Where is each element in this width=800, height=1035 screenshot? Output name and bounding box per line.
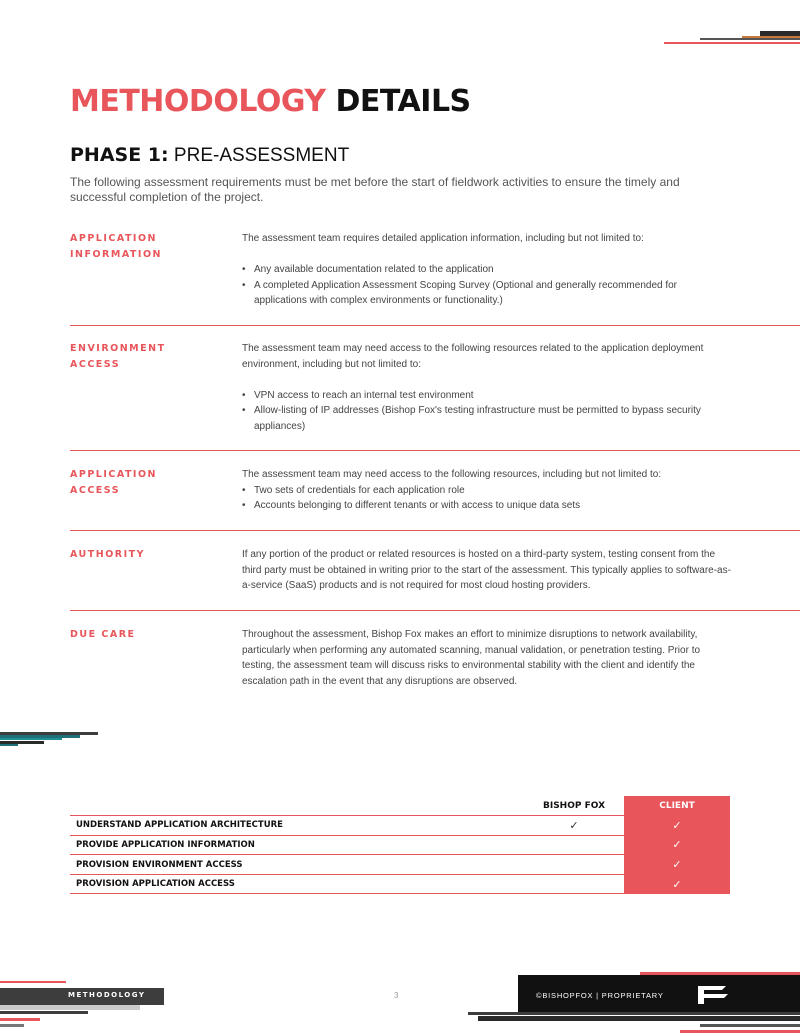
table-row [70, 835, 730, 855]
bishop-fox-check-cell: ✓ [524, 816, 624, 836]
decorative-line [0, 1018, 40, 1021]
section-label-line: APPLICATION [70, 469, 157, 480]
section-text: The assessment team may need access to the following resources, including but not limited to: [242, 469, 662, 480]
table-header-task [70, 796, 524, 816]
decorative-line [0, 981, 66, 983]
intro-paragraph: The following assessment requirements must be met before the start of fieldwork activities to ensure the timely and successful completion of the project. [70, 175, 680, 204]
section-label [70, 231, 220, 263]
task-cell: PROVISION ENVIRONMENT ACCESS [70, 855, 524, 875]
task-cell: PROVIDE APPLICATION INFORMATION [70, 835, 524, 855]
footer-section-label [0, 988, 164, 1005]
section-label [70, 547, 220, 563]
table-row [70, 874, 730, 894]
section-body [242, 547, 732, 594]
bishop-fox-check-cell [524, 855, 624, 875]
task-cell: UNDERSTAND APPLICATION ARCHITECTURE [70, 816, 524, 836]
table-header-client: CLIENT [624, 796, 730, 816]
section-label [70, 627, 220, 643]
decorative-line [478, 1016, 800, 1021]
client-check-cell: ✓ [624, 855, 730, 875]
section-body [242, 231, 732, 309]
copyright-text: ©BISHOPFOX | PROPRIETARY [536, 991, 664, 1000]
bullet-item: • A completed Application Assessment Scoping Survey (Optional and generally recommended for applications with complex environments or functionality.) [242, 278, 732, 309]
section-text: The assessment team may need access to the following resources related to the application deployment environment, including but not limited to: [242, 343, 704, 370]
task-cell: PROVISION APPLICATION ACCESS [70, 874, 524, 894]
decorative-line [0, 1005, 140, 1010]
client-check-cell: ✓ [624, 874, 730, 894]
bullet-item: • Accounts belonging to different tenants or with access to unique data sets [242, 498, 732, 514]
table-header-row [70, 796, 730, 816]
section-label-line: AUTHORITY [70, 549, 145, 560]
section-text: Throughout the assessment, Bishop Fox makes an effort to minimize disruptions to network availability, particularly when performing any automated scanning, manual validation, or penetration testing. Prior to testing, the assessment team will discuss risks to environmental stability with the client and identify the escalation path in the event that any disruptions are observed. [242, 629, 701, 687]
decorative-line [0, 1011, 88, 1014]
decorative-line [700, 1024, 800, 1027]
phase-number: PHASE 1: [70, 144, 169, 166]
footer-brand-bar [518, 975, 800, 1012]
page-title [70, 84, 471, 119]
bishop-fox-logo-icon [696, 984, 730, 1006]
bullet-item: • Allow-listing of IP addresses (Bishop Fox's testing infrastructure must be permitted to bypass security appliances) [242, 403, 732, 434]
phase-name: PRE-ASSESSMENT [173, 145, 350, 166]
bullet-list [242, 388, 732, 435]
title-rest: DETAILS [335, 84, 471, 119]
decorative-line [700, 38, 800, 40]
decorative-line [680, 1030, 800, 1033]
bishop-fox-check-cell [524, 874, 624, 894]
page-number: 3 [394, 991, 399, 1000]
table-header-bishop-fox: BISHOP FOX [542, 800, 606, 811]
section-label [70, 467, 220, 499]
bullet-list [242, 483, 732, 514]
client-check-cell: ✓ [624, 835, 730, 855]
section-label-line: ACCESS [70, 485, 121, 496]
section-label-line: APPLICATION [70, 233, 157, 244]
section-body [242, 627, 732, 689]
bullet-list [242, 262, 732, 309]
section-divider [70, 325, 800, 326]
decorative-line [0, 744, 18, 746]
section-divider [70, 610, 800, 611]
decorative-line [468, 1012, 800, 1015]
bullet-item: • Any available documentation related to the application [242, 262, 732, 278]
table-row [70, 855, 730, 875]
phase-heading [70, 144, 349, 167]
section-label-line: ENVIRONMENT [70, 343, 166, 354]
section-text: If any portion of the product or related resources is hosted on a third-party system, testing consent from the third party must be obtained in writing prior to the start of the assessment. This typically applies to software-as-a-service (SaaS) products and is not required for most cloud hosting providers. [242, 549, 731, 592]
footer-section-text: METHODOLOGY [68, 991, 146, 999]
section-label-line: INFORMATION [70, 249, 162, 260]
section-divider [70, 450, 800, 451]
section-body [242, 467, 732, 514]
table-row [70, 816, 730, 836]
section-label-line: DUE CARE [70, 629, 136, 640]
decorative-line [664, 42, 800, 44]
client-check-cell: ✓ [624, 816, 730, 836]
section-divider [70, 530, 800, 531]
responsibility-table [70, 796, 730, 894]
decorative-line [0, 1024, 24, 1027]
section-label [70, 341, 220, 373]
bullet-item: • VPN access to reach an internal test environment [242, 388, 732, 404]
bullet-item: • Two sets of credentials for each application role [242, 483, 732, 499]
section-body [242, 341, 732, 435]
decorative-line [0, 738, 62, 740]
section-text: The assessment team requires detailed application information, including but not limited to: [242, 233, 644, 244]
bishop-fox-check-cell [524, 835, 624, 855]
section-label-line: ACCESS [70, 359, 121, 370]
title-accent: METHODOLOGY [70, 84, 326, 119]
